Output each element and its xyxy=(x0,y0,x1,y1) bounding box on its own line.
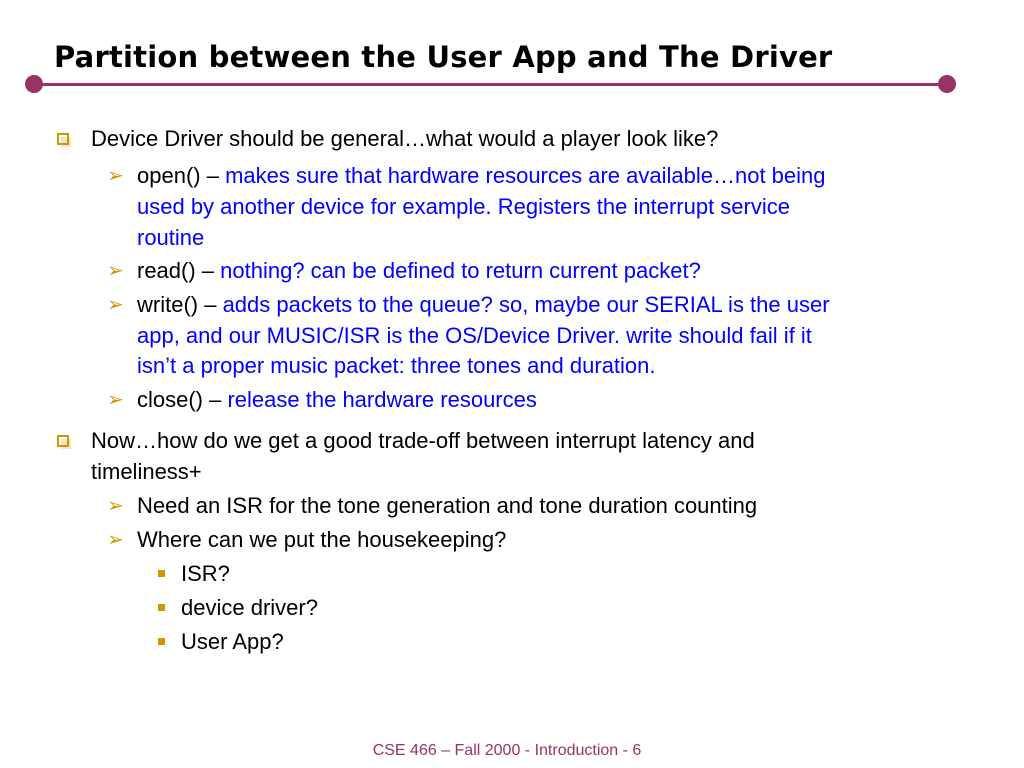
square-bullet-icon xyxy=(158,570,165,577)
subitem-line xyxy=(137,384,537,415)
subitem-prefix: write() – xyxy=(137,292,223,317)
subitem-description: app, and our MUSIC/ISR is the OS/Device Driver. write should fail if it xyxy=(137,323,812,348)
subitem-description: isn’t a proper music packet: three tones and duration. xyxy=(137,353,656,378)
subitem-line xyxy=(137,255,701,286)
arrow-bullet-icon: ➢ xyxy=(107,387,124,411)
checkbox-bullet-icon xyxy=(57,133,69,145)
subitem-prefix: open() – xyxy=(137,163,226,188)
arrow-bullet-icon: ➢ xyxy=(107,527,124,551)
rule-left-dot xyxy=(25,75,43,93)
third-level-item: User App? xyxy=(181,629,284,654)
subitem-text: Where can we put the housekeeping? xyxy=(137,527,507,552)
third-level-item: ISR? xyxy=(181,561,230,586)
bullet-item-text: timeliness+ xyxy=(91,459,202,484)
square-bullet-icon xyxy=(158,604,165,611)
arrow-bullet-icon: ➢ xyxy=(107,493,124,517)
bullet-item-text: Device Driver should be general…what would a player look like? xyxy=(91,126,719,151)
square-bullet-icon xyxy=(158,638,165,645)
subitem-description: routine xyxy=(137,225,205,250)
arrow-bullet-icon: ➢ xyxy=(107,163,124,187)
subitem-line xyxy=(137,160,826,191)
subitem-description: used by another device for example. Registers the interrupt service xyxy=(137,194,790,219)
slide-title: Partition between the User App and The Driver xyxy=(54,40,833,74)
subitem-text: Need an ISR for the tone generation and tone duration counting xyxy=(137,493,758,518)
checkbox-bullet-icon xyxy=(57,435,69,447)
rule-right-dot xyxy=(938,75,956,93)
subitem-prefix: close() – xyxy=(137,387,228,412)
arrow-bullet-icon: ➢ xyxy=(107,292,124,316)
subitem-description: adds packets to the queue? so, maybe our SERIAL is the user xyxy=(222,292,830,317)
arrow-bullet-icon: ➢ xyxy=(107,258,124,282)
footer-text: CSE 466 – Fall 2000 - Introduction - 6 xyxy=(372,742,642,759)
subitem-description: nothing? can be defined to return current packet? xyxy=(220,258,701,283)
subitem-description: release the hardware resources xyxy=(227,387,537,412)
bullet-item-text: Now…how do we get a good trade-off between interrupt latency and xyxy=(91,428,755,453)
title-rule xyxy=(34,83,948,86)
slide-footer xyxy=(0,742,1024,760)
subitem-description: makes sure that hardware resources are available…not being xyxy=(225,163,826,188)
subitem-prefix: read() – xyxy=(137,258,221,283)
subitem-line xyxy=(137,289,830,320)
third-level-item: device driver? xyxy=(181,595,318,620)
